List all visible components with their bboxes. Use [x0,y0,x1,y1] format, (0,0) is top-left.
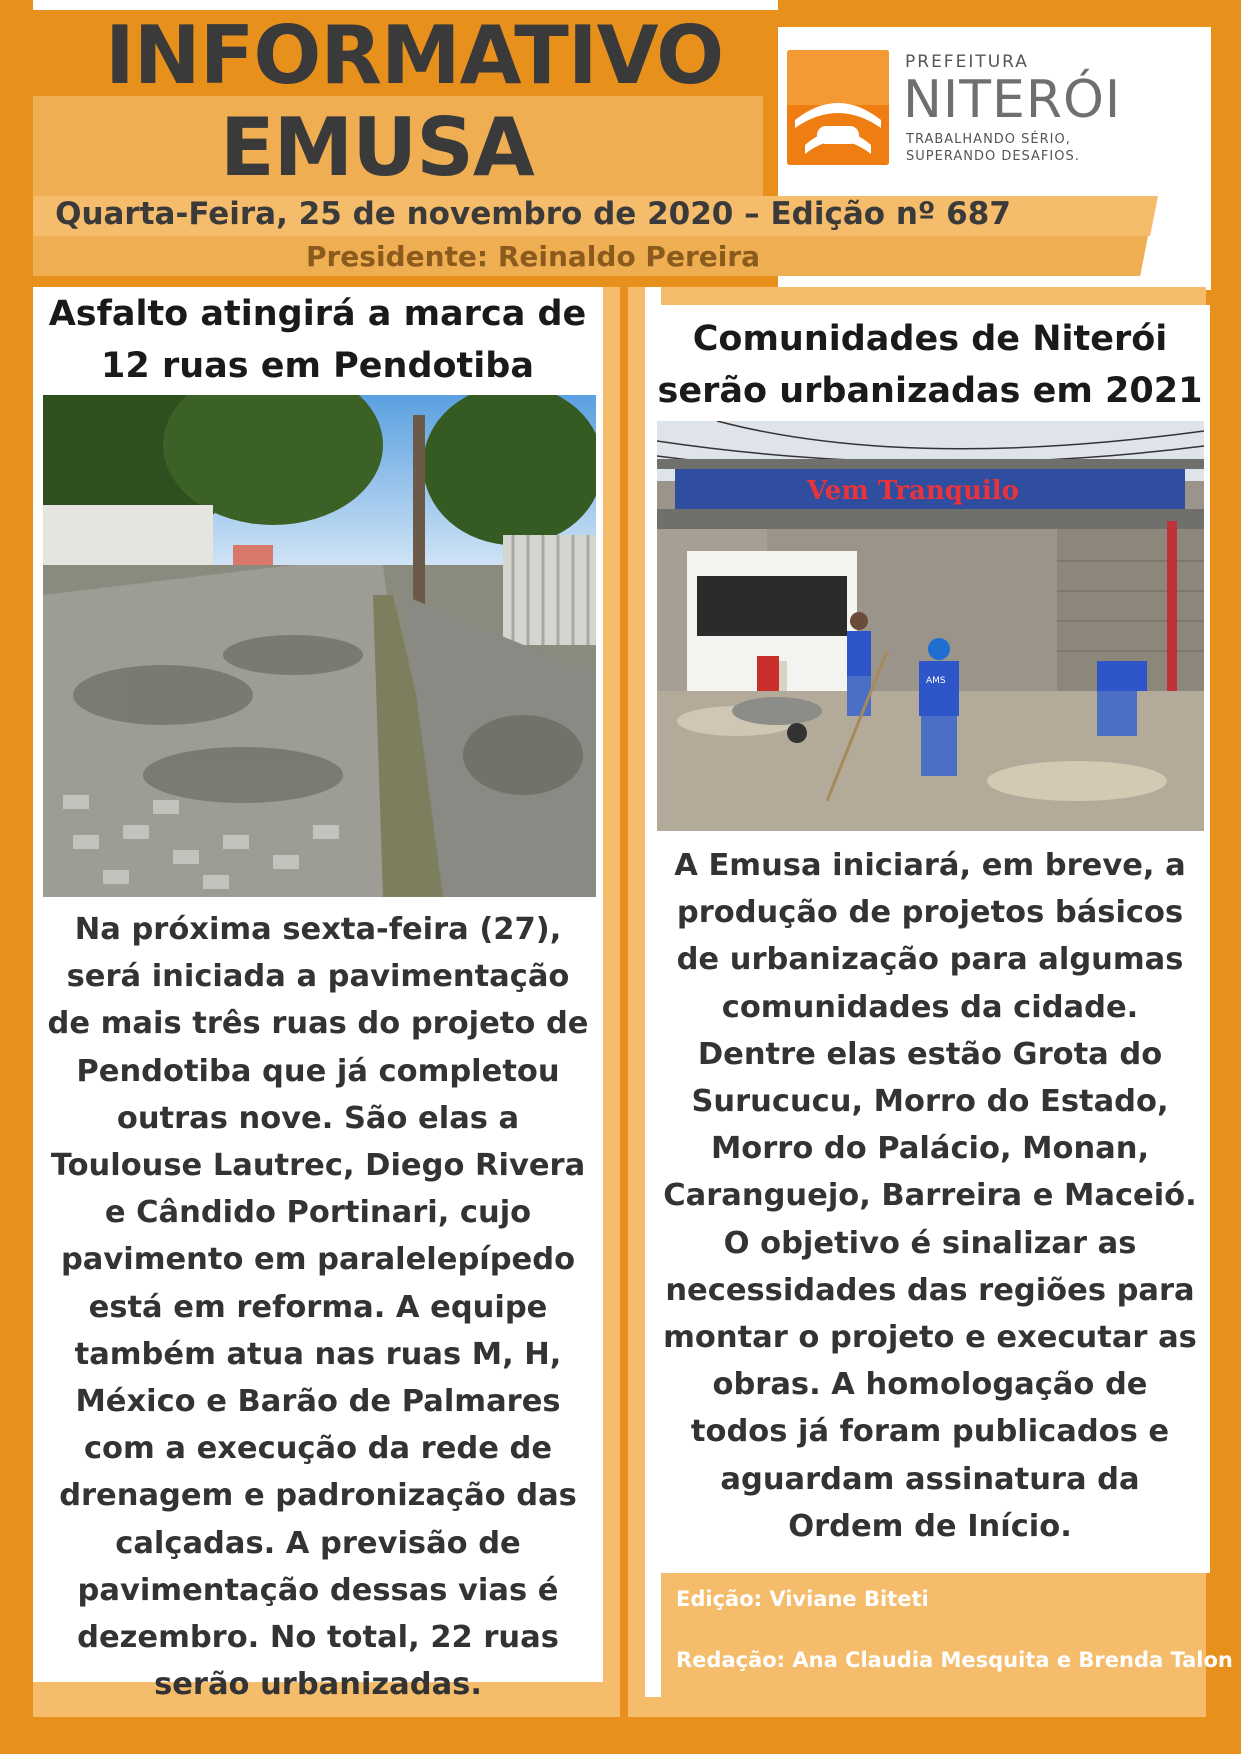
shirt-logo: AMS [926,676,946,686]
street-paving-photo [43,395,596,897]
logo-slogan-line2: SUPERANDO DESAFIOS. [906,149,1080,164]
logo-city-name: NITERÓI [903,70,1122,130]
newsletter-title: INFORMATIVO [105,9,724,102]
newsletter-title-emusa: EMUSA [220,101,534,194]
writers-credit: Redação: Ana Claudia Mesquita e Brenda Talon [676,1648,1233,1672]
editor-credit: Edição: Viviane Biteti [676,1587,929,1611]
right-article-body: A Emusa iniciará, em breve, a produção de projetos básicos de urbanização para algumas comunidades da cidade. Dentre elas estão Grota do Surucucu, Morro do Estado, Morro do Palácio, Monan, Caranguejo, Barreira e Maceió. O objetivo é sinalizar as necessidades das regiões para montar o projeto e executar as obras. A homologação de todos já foram publicados e aguardam assinatura da Ordem de Início. [663,848,1197,1544]
left-article-headline: Asfalto atingirá a marca de 12 ruas em Pendotiba [48,294,587,386]
banner-text: Vem Tranquilo [807,476,1019,506]
left-article-body: Na próxima sexta-feira (27), será iniciada a pavimentação de mais três ruas do projeto de Pendotiba que já completou outras nove. São elas a Toulouse Lautrec, Diego Rivera e Cândido Portinari, cujo pavimento em paralelepípedo está em reforma. A equipe também atua nas ruas M, H, México e Barão de Palmares com a execução da rede de drenagem e padronização das calçadas. A previsão de pavimentação dessas vias é dezembro. No total, 22 ruas serão urbanizadas. [47,912,589,1703]
logo-slogan-line1: TRABALHANDO SÉRIO, [906,132,1071,147]
logo-prefeitura-text: PREFEITURA [905,52,1029,72]
niteroi-logo-icon [787,50,889,165]
right-article-headline: Comunidades de Niterói serão urbanizadas em 2021 [657,319,1203,411]
president-name: Presidente: Reinaldo Pereira [305,240,761,273]
community-works-photo [657,421,1204,831]
edition-date: Quarta-Feira, 25 de novembro de 2020 – Edição nº 687 [55,196,1011,232]
